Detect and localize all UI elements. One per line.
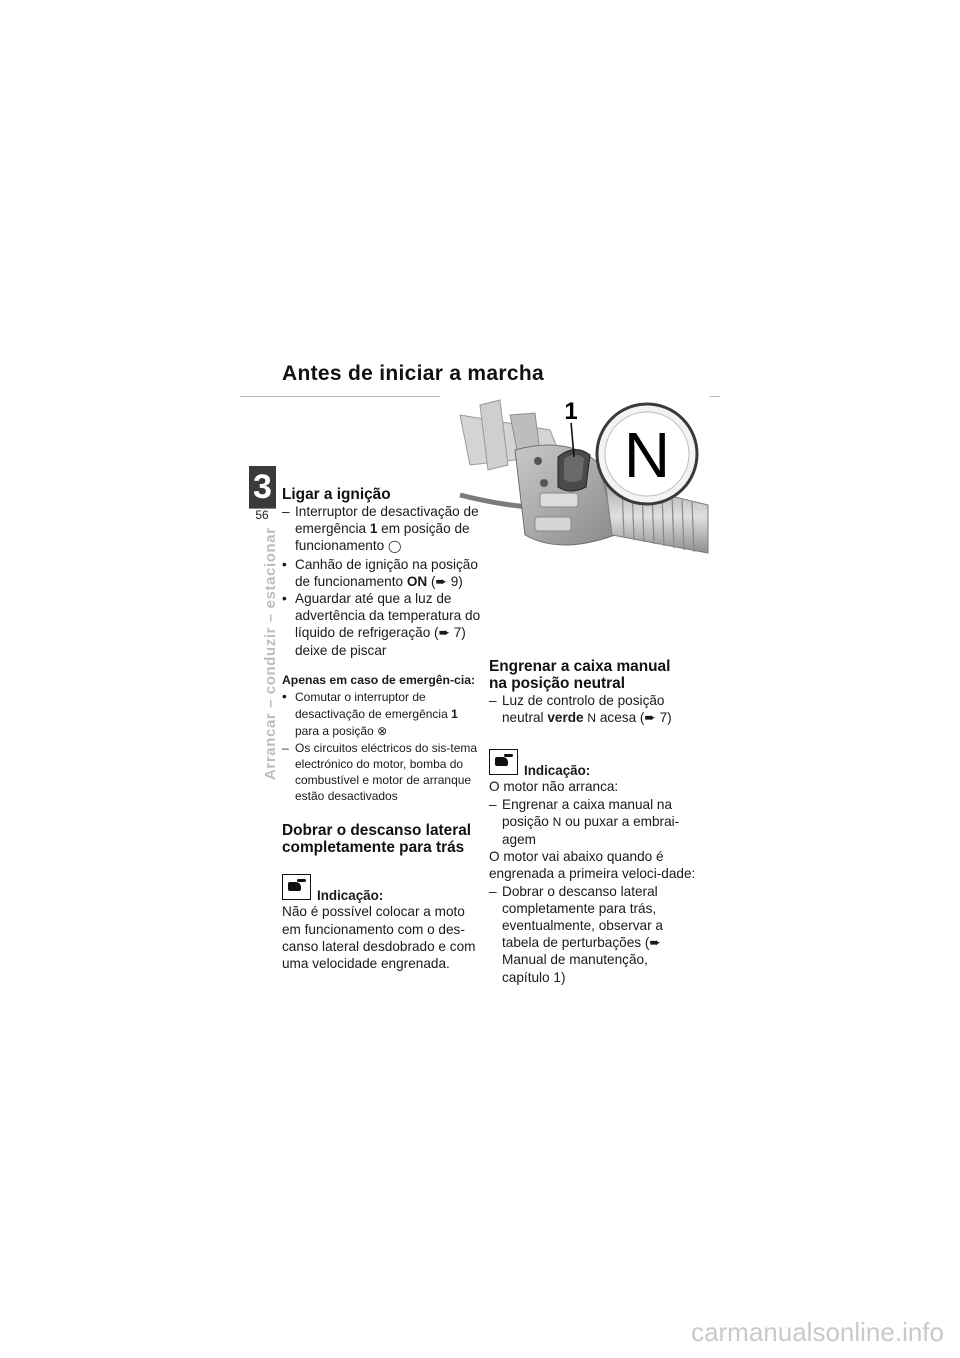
stand-note-header: Indicação: [282, 874, 484, 903]
list-item: – Dobrar o descanso lateral completamente para trás, eventualmente, observar a tabela de perturbações (➨ Manual de manutenção, capítulo 1) [489, 883, 663, 985]
left-column [282, 486, 484, 972]
neutral-indicator-icon: N [552, 814, 562, 829]
neutral-indicator-icon: N [587, 711, 597, 726]
emergency-heading: Apenas em caso de emergên-cia: [282, 672, 476, 687]
list-item: – Luz de controlo de posição neutral verde N acesa (➨ 7) [489, 693, 672, 726]
ignition-heading: Ligar a ignição [282, 486, 391, 503]
page-title: Antes de iniciar a marcha [282, 362, 544, 385]
stand-note-text: Não é possível colocar a moto em funcionamento com o des-canso lateral desdobrado e com uma velocidade engrenada. [282, 904, 476, 972]
stand-heading: Dobrar o descanso lateral completamente para trás [282, 822, 472, 857]
hand-note-icon [489, 749, 518, 775]
neutral-heading: Engrenar a caixa manual na posição neutral [489, 658, 671, 692]
list-item: – Os circuitos eléctricos do sis-tema electrónico do motor, bomba do combustível e motor de arranque estão desactivados [282, 741, 478, 804]
neutral-note-p2: O motor vai abaixo quando é engrenada a primeira veloci-dade: [489, 849, 696, 882]
side-chapter-title: Arrancar – conduzir – estacionar [262, 527, 279, 780]
list-item: • Comutar o interruptor de desactivação de emergência 1 para a posição ⊗ [282, 688, 458, 739]
chapter-number-tab: 3 [249, 466, 276, 508]
watermark: carmanualsonline.info [691, 1317, 944, 1347]
callout-number: 1 [564, 398, 578, 425]
list-item: – Interruptor de desactivação de emergência 1 em posição de funcionamento ◯ [282, 504, 479, 554]
right-column [489, 658, 699, 986]
operating-position-icon: ◯ [387, 539, 402, 554]
neutral-note-p1: O motor não arranca: [489, 779, 619, 795]
off-position-icon: ⊗ [377, 724, 388, 739]
hand-note-icon [282, 874, 311, 900]
list-item: • Aguardar até que a luz de advertência da temperatura do líquido de refrigeração (➨ 7) deixe de piscar [282, 591, 481, 658]
page-number: 56 [255, 508, 269, 522]
neutral-note-header: Indicação: [489, 749, 699, 778]
neutral-indicator-letter: N [623, 419, 671, 491]
list-item: • Canhão de ignição na posição de funcionamento ON (➨ 9) [282, 556, 478, 589]
list-item: – Engrenar a caixa manual na posição N ou puxar a embrai-agem [489, 796, 680, 848]
